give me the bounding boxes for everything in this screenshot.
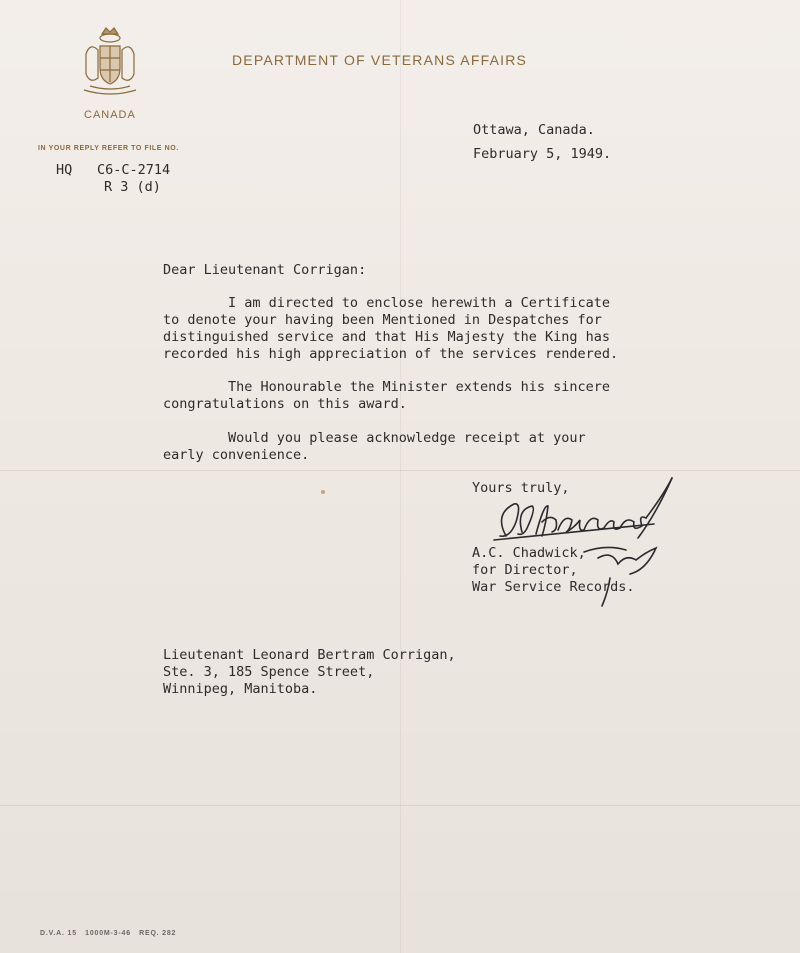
salutation: Dear Lieutenant Corrigan: xyxy=(163,262,367,278)
paragraph-line: to denote your having been Mentioned in Despatches for xyxy=(163,312,602,328)
department-heading: DEPARTMENT OF VETERANS AFFAIRS xyxy=(232,52,528,68)
recipient-city: Winnipeg, Manitoba. xyxy=(163,681,318,697)
letter-date: February 5, 1949. xyxy=(473,146,612,162)
paragraph-line: The Honourable the Minister extends his sincere xyxy=(163,379,611,395)
royal-coat-of-arms-icon xyxy=(80,24,140,100)
signer-office: War Service Records. xyxy=(472,579,635,595)
paragraph-line: recorded his high appreciation of the services rendered. xyxy=(163,346,619,362)
signer-title: for Director, xyxy=(472,562,578,578)
file-reference-note: IN YOUR REPLY REFER TO FILE NO. xyxy=(38,145,179,152)
country-label: CANADA xyxy=(84,109,136,121)
recipient-street: Ste. 3, 185 Spence Street, xyxy=(163,664,375,680)
file-number: C6-C-2714 xyxy=(97,162,171,178)
paragraph-line: Would you please acknowledge receipt at your xyxy=(163,430,586,446)
paper-fold xyxy=(400,0,401,953)
paragraph-line: early convenience. xyxy=(163,447,310,463)
paragraph-line: congratulations on this award. xyxy=(163,396,407,412)
recipient-name: Lieutenant Leonard Bertram Corrigan, xyxy=(163,647,456,663)
form-code: D.V.A. 15 1000M-3-46 REQ. 282 xyxy=(40,930,177,937)
paragraph-line: I am directed to enclose herewith a Certificate xyxy=(163,295,611,311)
file-sub-reference: R 3 (d) xyxy=(104,179,161,195)
paper-spot xyxy=(321,490,325,494)
paragraph-line: distinguished service and that His Majesty the King has xyxy=(163,329,611,345)
file-prefix: HQ xyxy=(56,162,73,178)
body-paragraph xyxy=(163,379,610,413)
valediction: Yours truly, xyxy=(472,480,570,496)
body-paragraph xyxy=(163,430,586,464)
letter-place: Ottawa, Canada. xyxy=(473,122,595,138)
recipient-address xyxy=(163,647,456,698)
signer-name: A.C. Chadwick, xyxy=(472,545,586,561)
body-paragraph xyxy=(163,295,618,363)
